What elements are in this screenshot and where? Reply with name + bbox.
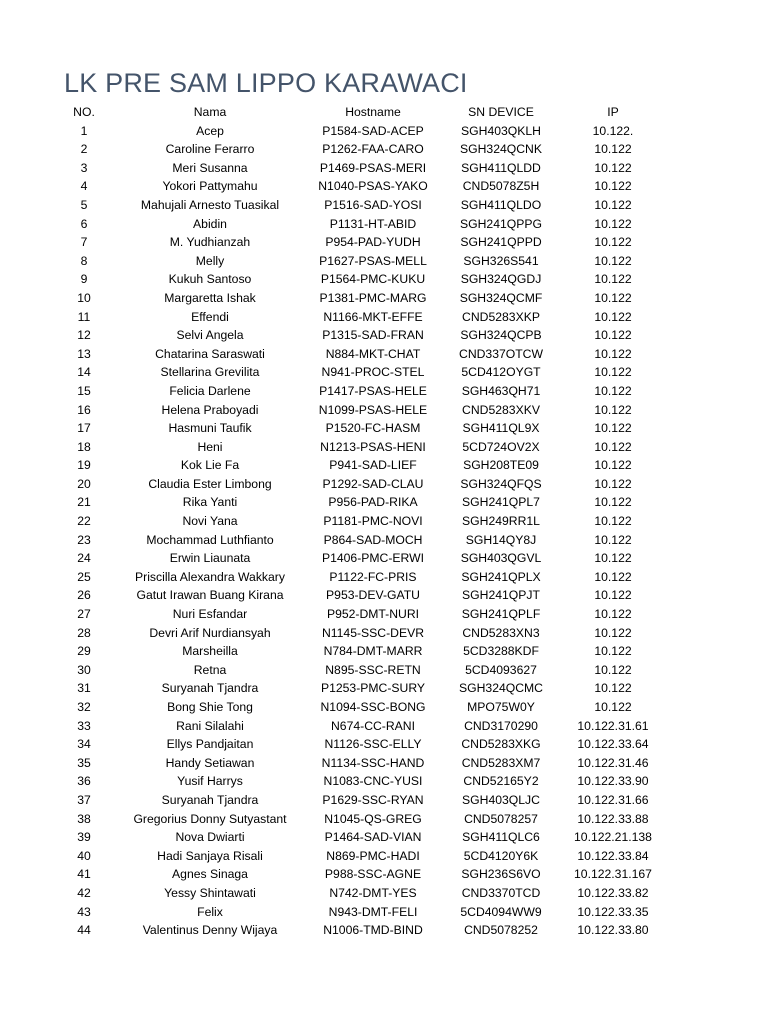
table-row: [48, 270, 670, 289]
table-row: [48, 828, 670, 847]
cell-no: 39: [77, 830, 91, 845]
table-row: [48, 252, 670, 271]
cell-ip: 10.122: [594, 662, 632, 677]
table-row: [48, 698, 670, 717]
cell-no: 10: [77, 290, 91, 305]
cell-nama: Rika Yanti: [182, 495, 238, 510]
table-row: [48, 308, 670, 327]
cell-hostname: P1292-SAD-CLAU: [322, 476, 424, 491]
table-body: [48, 122, 670, 940]
cell-nama: Margaretta Ishak: [164, 290, 256, 305]
cell-nama: Effendi: [191, 309, 229, 324]
cell-ip: 10.122.33.80: [577, 923, 649, 938]
cell-sn-device: 5CD4093627: [465, 662, 537, 677]
table-row: [48, 884, 670, 903]
cell-no: 8: [80, 253, 88, 268]
cell-nama: Erwin Liaunata: [169, 551, 251, 566]
table-row: [48, 512, 670, 531]
cell-ip: 10.122.21.138: [574, 830, 652, 845]
cell-hostname: P1315-SAD-FRAN: [322, 328, 424, 343]
cell-sn-device: 5CD3288KDF: [463, 644, 539, 659]
cell-nama: Stellarina Grevilita: [160, 365, 260, 380]
cell-sn-device: 5CD724OV2X: [462, 439, 540, 454]
cell-nama: Yokori Pattymahu: [162, 179, 258, 194]
cell-hostname: N884-MKT-CHAT: [325, 346, 421, 361]
cell-nama: Caroline Ferarro: [165, 142, 255, 157]
cell-no: 38: [77, 811, 91, 826]
column-header-ip: IP: [607, 105, 619, 119]
cell-nama: Retna: [193, 662, 227, 677]
cell-hostname: P1584-SAD-ACEP: [322, 123, 424, 138]
cell-ip: 10.122: [594, 551, 632, 566]
cell-ip: 10.122: [594, 365, 632, 380]
cell-nama: Novi Yana: [182, 514, 238, 529]
column-header-hostname: Hostname: [345, 105, 401, 119]
cell-nama: Priscilla Alexandra Wakkary: [135, 569, 285, 584]
cell-ip: 10.122: [594, 681, 632, 696]
cell-hostname: P952-DMT-NURI: [326, 607, 420, 622]
cell-nama: Yessy Shintawati: [164, 885, 256, 900]
cell-ip: 10.122: [594, 179, 632, 194]
table-row: [48, 624, 670, 643]
table-row: [48, 903, 670, 922]
cell-ip: 10.122: [594, 272, 632, 287]
cell-ip: 10.122: [594, 328, 632, 343]
cell-ip: 10.122: [594, 588, 632, 603]
cell-ip: 10.122: [594, 383, 632, 398]
cell-hostname: N941-PROC-STEL: [321, 365, 425, 380]
cell-nama: Agnes Sinaga: [172, 867, 248, 882]
cell-ip: 10.122.: [592, 123, 634, 138]
cell-ip: 10.122.33.84: [577, 848, 649, 863]
cell-no: 27: [77, 607, 91, 622]
cell-hostname: N943-DMT-FELI: [328, 904, 418, 919]
cell-sn-device: SGH241QPLF: [461, 607, 541, 622]
table-row: [48, 531, 670, 550]
cell-sn-device: SGH236S6VO: [461, 867, 541, 882]
cell-ip: 10.122: [594, 346, 632, 361]
cell-ip: 10.122.31.46: [577, 755, 649, 770]
table-row: [48, 605, 670, 624]
cell-nama: Marsheilla: [182, 644, 238, 659]
cell-ip: 10.122: [594, 514, 632, 529]
cell-no: 31: [77, 681, 91, 696]
table-row: [48, 865, 670, 884]
cell-sn-device: SGH324QCPB: [460, 328, 542, 343]
cell-ip: 10.122.33.88: [577, 811, 649, 826]
table-row: [48, 810, 670, 829]
cell-hostname: P1520-FC-HASM: [325, 421, 421, 436]
cell-ip: 10.122: [594, 309, 632, 324]
cell-ip: 10.122: [594, 290, 632, 305]
cell-ip: 10.122.33.35: [577, 904, 649, 919]
table-row: [48, 177, 670, 196]
cell-sn-device: SGH403QGVL: [460, 551, 542, 566]
cell-ip: 10.122: [594, 197, 632, 212]
cell-hostname: N869-PMC-HADI: [326, 848, 420, 863]
table-row: [48, 289, 670, 308]
cell-hostname: N1126-SSC-ELLY: [324, 737, 422, 752]
cell-sn-device: CND5283XN3: [462, 625, 540, 640]
cell-no: 26: [77, 588, 91, 603]
document-title: LK PRE SAM LIPPO KARAWACI: [64, 68, 468, 98]
table-row: [48, 735, 670, 754]
cell-no: 40: [77, 848, 91, 863]
cell-ip: 10.122: [594, 402, 632, 417]
cell-hostname: P1381-PMC-MARG: [319, 290, 427, 305]
cell-hostname: N1134-SSC-HAND: [321, 755, 425, 770]
cell-ip: 10.122: [594, 235, 632, 250]
cell-no: 5: [80, 197, 88, 212]
cell-no: 43: [77, 904, 91, 919]
cell-no: 24: [77, 551, 91, 566]
table-row: [48, 493, 670, 512]
cell-hostname: P1417-PSAS-HELE: [319, 383, 427, 398]
cell-ip: 10.122.33.82: [577, 885, 649, 900]
cell-ip: 10.122.31.66: [577, 792, 649, 807]
table-row: [48, 401, 670, 420]
cell-nama: Rani Silalahi: [176, 718, 244, 733]
cell-no: 30: [77, 662, 91, 677]
table-row: [48, 363, 670, 382]
cell-ip: 10.122: [594, 439, 632, 454]
table-row: [48, 921, 670, 940]
cell-ip: 10.122: [594, 142, 632, 157]
cell-hostname: P1181-PMC-NOVI: [323, 514, 423, 529]
cell-ip: 10.122: [594, 644, 632, 659]
cell-no: 9: [80, 272, 88, 287]
table-row: [48, 754, 670, 773]
table-row: [48, 456, 670, 475]
cell-hostname: P954-PAD-YUDH: [325, 235, 421, 250]
cell-no: 16: [77, 402, 91, 417]
table-row: [48, 382, 670, 401]
cell-sn-device: SGH241QPJT: [462, 588, 540, 603]
cell-hostname: P1627-PSAS-MELL: [319, 253, 427, 268]
cell-sn-device: SGH403QLJC: [462, 792, 540, 807]
cell-hostname: N1099-PSAS-HELE: [318, 402, 428, 417]
cell-hostname: N1213-PSAS-HENI: [320, 439, 426, 454]
cell-nama: Kukuh Santoso: [168, 272, 252, 287]
cell-no: 44: [77, 923, 91, 938]
cell-no: 11: [77, 309, 91, 324]
table-row: [48, 233, 670, 252]
cell-hostname: P1629-SSC-RYAN: [322, 792, 424, 807]
cell-ip: 10.122: [594, 532, 632, 547]
cell-no: 42: [77, 885, 91, 900]
cell-nama: Selvi Angela: [176, 328, 244, 343]
cell-nama: Ellys Pandjaitan: [166, 737, 254, 752]
cell-sn-device: 5CD412OYGT: [461, 365, 541, 380]
cell-nama: Mochammad Luthfianto: [146, 532, 274, 547]
cell-sn-device: CND3170290: [464, 718, 538, 733]
cell-ip: 10.122: [594, 569, 632, 584]
cell-sn-device: SGH241QPL7: [462, 495, 540, 510]
cell-hostname: N784-DMT-MARR: [323, 644, 423, 659]
cell-sn-device: 5CD4094WW9: [460, 904, 542, 919]
table-row: [48, 642, 670, 661]
cell-nama: Gregorius Donny Sutyastant: [133, 811, 287, 826]
cell-nama: M. Yudhianzah: [169, 235, 251, 250]
cell-no: 21: [77, 495, 91, 510]
cell-hostname: P1131-HT-ABID: [329, 216, 417, 231]
cell-hostname: P1406-PMC-ERWI: [321, 551, 425, 566]
table-row: [48, 438, 670, 457]
cell-nama: Felicia Darlene: [169, 383, 251, 398]
table-row: [48, 345, 670, 364]
column-header-nama: Nama: [193, 105, 227, 119]
cell-sn-device: SGH241QPLX: [461, 569, 541, 584]
cell-sn-device: SGH241QPPG: [460, 216, 542, 231]
cell-nama: Claudia Ester Limbong: [148, 476, 272, 491]
cell-sn-device: CND337OTCW: [459, 346, 543, 361]
cell-hostname: P941-SAD-LIEF: [329, 458, 417, 473]
cell-ip: 10.122: [594, 253, 632, 268]
cell-hostname: N895-SSC-RETN: [325, 662, 421, 677]
cell-hostname: N1045-QS-GREG: [324, 811, 422, 826]
cell-nama: Valentinus Denny Wijaya: [142, 923, 278, 938]
cell-nama: Yusif Harrys: [177, 774, 243, 789]
cell-no: 3: [80, 160, 88, 175]
cell-sn-device: 5CD4120Y6K: [463, 848, 539, 863]
cell-nama: Hasmuni Taufik: [168, 421, 252, 436]
cell-nama: Heni: [197, 439, 223, 454]
cell-no: 4: [80, 179, 88, 194]
cell-ip: 10.122: [594, 421, 632, 436]
cell-no: 12: [77, 328, 91, 343]
cell-sn-device: SGH324QGDJ: [460, 272, 542, 287]
cell-no: 23: [77, 532, 91, 547]
table-header-row: [48, 103, 670, 122]
cell-sn-device: SGH326S541: [463, 253, 539, 268]
cell-hostname: N1166-MKT-EFFE: [323, 309, 423, 324]
cell-no: 41: [77, 867, 91, 882]
device-table: [48, 103, 670, 940]
cell-sn-device: CND5283XKV: [462, 402, 540, 417]
cell-nama: Kok Lie Fa: [180, 458, 240, 473]
table-row: [48, 122, 670, 141]
cell-ip: 10.122: [594, 458, 632, 473]
cell-no: 19: [77, 458, 91, 473]
cell-hostname: P1516-SAD-YOSI: [324, 197, 422, 212]
cell-sn-device: SGH411QLDO: [460, 197, 542, 212]
column-header-sn-device: SN DEVICE: [468, 105, 534, 119]
cell-ip: 10.122: [594, 700, 632, 714]
cell-sn-device: CND5078252: [464, 923, 538, 938]
table-row: [48, 847, 670, 866]
cell-hostname: N1083-CNC-YUSI: [323, 774, 423, 789]
cell-no: 25: [77, 569, 91, 584]
cell-no: 7: [80, 235, 88, 250]
cell-no: 13: [77, 346, 91, 361]
cell-hostname: P953-DEV-GATU: [326, 588, 420, 603]
cell-hostname: N1094-SSC-BONG: [320, 700, 426, 714]
cell-sn-device: SGH324QCMC: [459, 681, 543, 696]
cell-nama: Nova Dwiarti: [175, 830, 245, 845]
cell-nama: Melly: [195, 253, 225, 268]
cell-nama: Mahujali Arnesto Tuasikal: [140, 197, 280, 212]
table-row: [48, 475, 670, 494]
table-row: [48, 140, 670, 159]
cell-hostname: N742-DMT-YES: [329, 885, 417, 900]
table-row: [48, 772, 670, 791]
table-row: [48, 586, 670, 605]
cell-nama: Acep: [196, 123, 224, 138]
cell-sn-device: SGH324QFQS: [460, 476, 542, 491]
cell-nama: Devri Arif Nurdiansyah: [149, 625, 271, 640]
cell-hostname: P864-SAD-MOCH: [323, 532, 423, 547]
cell-nama: Bong Shie Tong: [167, 700, 253, 714]
cell-sn-device: SGH411QLDD: [461, 160, 541, 175]
table-row: [48, 679, 670, 698]
cell-nama: Handy Setiawan: [165, 755, 255, 770]
cell-sn-device: SGH463QH71: [461, 383, 541, 398]
cell-hostname: P1564-PMC-KUKU: [320, 272, 426, 287]
table-row: [48, 791, 670, 810]
cell-no: 20: [77, 476, 91, 491]
cell-no: 18: [77, 439, 91, 454]
table-row: [48, 326, 670, 345]
cell-sn-device: SGH208TE09: [463, 458, 539, 473]
table-row: [48, 419, 670, 438]
cell-sn-device: CND5078Z5H: [462, 179, 540, 194]
cell-sn-device: SGH324QCMF: [459, 290, 543, 305]
cell-sn-device: SGH411QL9X: [462, 421, 540, 436]
cell-nama: Helena Praboyadi: [161, 402, 259, 417]
cell-hostname: N674-CC-RANI: [331, 718, 415, 733]
cell-hostname: N1145-SSC-DEVR: [321, 625, 425, 640]
cell-no: 29: [77, 644, 91, 659]
cell-no: 22: [77, 514, 91, 529]
cell-ip: 10.122: [594, 160, 632, 175]
table-row: [48, 549, 670, 568]
cell-ip: 10.122: [594, 495, 632, 510]
cell-hostname: P1122-FC-PRIS: [329, 569, 417, 584]
cell-sn-device: SGH403QKLH: [461, 123, 541, 138]
cell-sn-device: SGH411QLC6: [462, 830, 540, 845]
cell-no: 14: [77, 365, 91, 380]
cell-sn-device: CND52165Y2: [463, 774, 539, 789]
cell-sn-device: CND5283XKG: [461, 737, 541, 752]
cell-sn-device: SGH241QPPD: [460, 235, 542, 250]
table-row: [48, 196, 670, 215]
cell-hostname: P1469-PSAS-MERI: [319, 160, 427, 175]
cell-no: 36: [77, 774, 91, 789]
cell-sn-device: CND3370TCD: [461, 885, 541, 900]
cell-no: 15: [77, 383, 91, 398]
cell-ip: 10.122.31.167: [574, 867, 652, 882]
table-row: [48, 568, 670, 587]
cell-nama: Meri Susanna: [172, 160, 248, 175]
cell-no: 35: [77, 755, 91, 770]
cell-no: 6: [80, 216, 88, 231]
cell-nama: Suryanah Tjandra: [161, 792, 259, 807]
cell-hostname: P1464-SAD-VIAN: [324, 830, 422, 845]
cell-ip: 10.122: [594, 216, 632, 231]
cell-no: 32: [77, 700, 91, 714]
column-header-no: NO.: [73, 105, 95, 119]
cell-no: 17: [77, 421, 91, 436]
cell-no: 2: [80, 142, 88, 157]
cell-hostname: P988-SSC-AGNE: [324, 867, 422, 882]
table-row: [48, 717, 670, 736]
cell-sn-device: SGH14QY8J: [465, 532, 537, 547]
cell-nama: Chatarina Saraswati: [155, 346, 265, 361]
cell-sn-device: MPO75W0Y: [467, 700, 535, 714]
cell-ip: 10.122: [594, 476, 632, 491]
cell-no: 28: [77, 625, 91, 640]
cell-ip: 10.122: [594, 625, 632, 640]
cell-ip: 10.122.33.90: [577, 774, 649, 789]
cell-sn-device: CND5283XKP: [462, 309, 540, 324]
cell-no: 1: [80, 123, 88, 138]
cell-sn-device: SGH249RR1L: [462, 514, 540, 529]
cell-nama: Hadi Sanjaya Risali: [157, 848, 263, 863]
table-row: [48, 159, 670, 178]
cell-hostname: N1006-TMD-BIND: [323, 923, 423, 938]
table-row: [48, 215, 670, 234]
cell-no: 33: [77, 718, 91, 733]
cell-sn-device: SGH324QCNK: [460, 142, 542, 157]
cell-hostname: P956-PAD-RIKA: [328, 495, 418, 510]
cell-ip: 10.122.31.61: [577, 718, 649, 733]
cell-no: 34: [77, 737, 91, 752]
cell-nama: Suryanah Tjandra: [161, 681, 259, 696]
cell-ip: 10.122: [594, 607, 632, 622]
cell-nama: Abidin: [193, 216, 227, 231]
cell-no: 37: [77, 792, 91, 807]
cell-nama: Felix: [197, 904, 223, 919]
cell-hostname: N1040-PSAS-YAKO: [318, 179, 428, 194]
cell-sn-device: CND5283XM7: [461, 755, 541, 770]
cell-ip: 10.122.33.64: [577, 737, 649, 752]
cell-hostname: P1253-PMC-SURY: [320, 681, 426, 696]
cell-sn-device: CND5078257: [464, 811, 538, 826]
cell-hostname: P1262-FAA-CARO: [322, 142, 424, 157]
cell-nama: Gatut Irawan Buang Kirana: [136, 588, 284, 603]
table-row: [48, 661, 670, 680]
cell-nama: Nuri Esfandar: [172, 607, 248, 622]
